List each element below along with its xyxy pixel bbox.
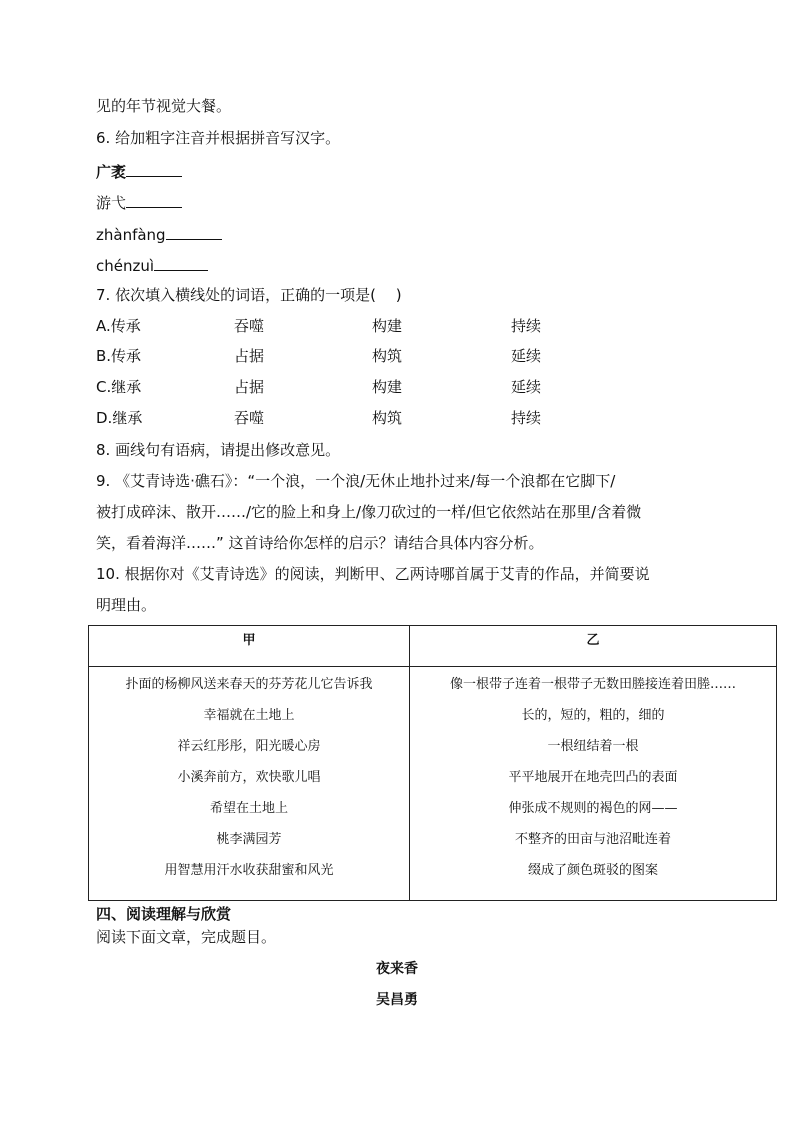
table-row (89, 667, 777, 901)
table-header-row (89, 626, 777, 667)
question-10-line-2: 明理由。 (96, 596, 157, 614)
option-a-word-3: 构建 (372, 317, 403, 335)
option-d-word-2: 吞噬 (234, 409, 265, 427)
question-9-line-3: 笑，看着海洋……” 这首诗给你怎样的启示？请结合具体内容分析。 (96, 534, 544, 552)
q6-item-4 (96, 254, 208, 276)
q6-item-1-text: 广袤 (96, 163, 127, 181)
q6-item-3-text: zhànfàng (96, 226, 166, 244)
column-header-jia: 甲 (89, 626, 410, 667)
poem-line: 桃李满园芳 (216, 832, 282, 847)
option-b-label[interactable]: B.传承 (96, 347, 142, 365)
option-b-word-4: 延续 (511, 347, 542, 365)
poem-line: 扑面的杨柳风送来春天的芬芳花儿它告诉我 (125, 677, 373, 692)
intro-tail: 见的年节视觉大餐。 (96, 97, 232, 115)
poem-line: 像一根带子连着一根带子无数田塍接连着田塍…… (449, 677, 736, 692)
q6-item-1 (96, 160, 182, 182)
option-d-word-4: 持续 (511, 409, 542, 427)
poem-line: 伸张成不规则的褐色的网—— (508, 801, 678, 816)
answer-blank[interactable] (154, 254, 208, 271)
poem-line: 用智慧用汗水收获甜蜜和风光 (164, 863, 334, 878)
article-title: 夜来香 (376, 961, 418, 977)
question-8-prompt: 8. 画线句有语病，请提出修改意见。 (96, 441, 341, 459)
poem-line: 不整齐的田亩与池沼毗连着 (514, 832, 671, 847)
poem-line: 长的，短的，粗的，细的 (521, 708, 665, 723)
q6-item-3 (96, 223, 222, 245)
poem-line: 幸福就在土地上 (203, 708, 295, 723)
column-header-yi: 乙 (410, 626, 777, 667)
answer-blank[interactable] (126, 191, 182, 208)
option-a-word-4: 持续 (511, 317, 542, 335)
option-b-word-3: 构筑 (372, 347, 403, 365)
option-a-label[interactable]: A.传承 (96, 317, 141, 335)
option-c-word-2: 占据 (234, 378, 265, 396)
option-c-word-3: 构建 (372, 378, 403, 396)
poem-jia (89, 667, 410, 901)
option-a-word-2: 吞噬 (234, 317, 265, 335)
answer-blank[interactable] (166, 223, 222, 240)
q6-item-4-text: chénzuì (96, 257, 155, 275)
option-d-word-3: 构筑 (372, 409, 403, 427)
poem-line: 小溪奔前方，欢快歌儿唱 (177, 770, 321, 785)
poem-line: 祥云红彤彤，阳光暖心房 (177, 739, 321, 754)
section-4-instruction: 阅读下面文章，完成题目。 (96, 928, 277, 946)
q6-item-2 (96, 191, 182, 213)
poem-line: 希望在土地上 (209, 801, 288, 816)
question-7-prompt: 7. 依次填入横线处的词语，正确的一项是( ) (96, 286, 402, 304)
poem-line: 平平地展开在地壳凹凸的表面 (508, 770, 678, 785)
section-4-heading: 四、阅读理解与欣赏 (96, 905, 232, 923)
q6-item-2-text: 游弋 (96, 194, 127, 212)
poem-line: 缀成了颜色斑驳的图案 (527, 863, 658, 878)
option-c-word-4: 延续 (511, 378, 542, 396)
question-10-line-1: 10. 根据你对《艾青诗选》的阅读，判断甲、乙两诗哪首属于艾青的作品，并简要说 (96, 565, 650, 583)
option-d-label[interactable]: D.继承 (96, 409, 143, 427)
answer-blank[interactable] (126, 160, 182, 177)
poem-comparison-table (88, 625, 777, 901)
poem-yi (410, 667, 777, 901)
option-b-word-2: 占据 (234, 347, 265, 365)
question-9-line-2: 被打成碎沫、散开……/它的脸上和身上/像刀砍过的一样/但它依然站在那里/含着微 (96, 503, 642, 521)
question-9-line-1: 9. 《艾青诗选·礁石》：“一个浪，一个浪/无休止地扑过来/每一个浪都在它脚下/ (96, 472, 616, 490)
article-author: 吴昌勇 (376, 992, 418, 1008)
option-c-label[interactable]: C.继承 (96, 378, 142, 396)
question-6-prompt: 6. 给加粗字注音并根据拼音写汉字。 (96, 129, 341, 147)
poem-line: 一根纽结着一根 (547, 739, 639, 754)
